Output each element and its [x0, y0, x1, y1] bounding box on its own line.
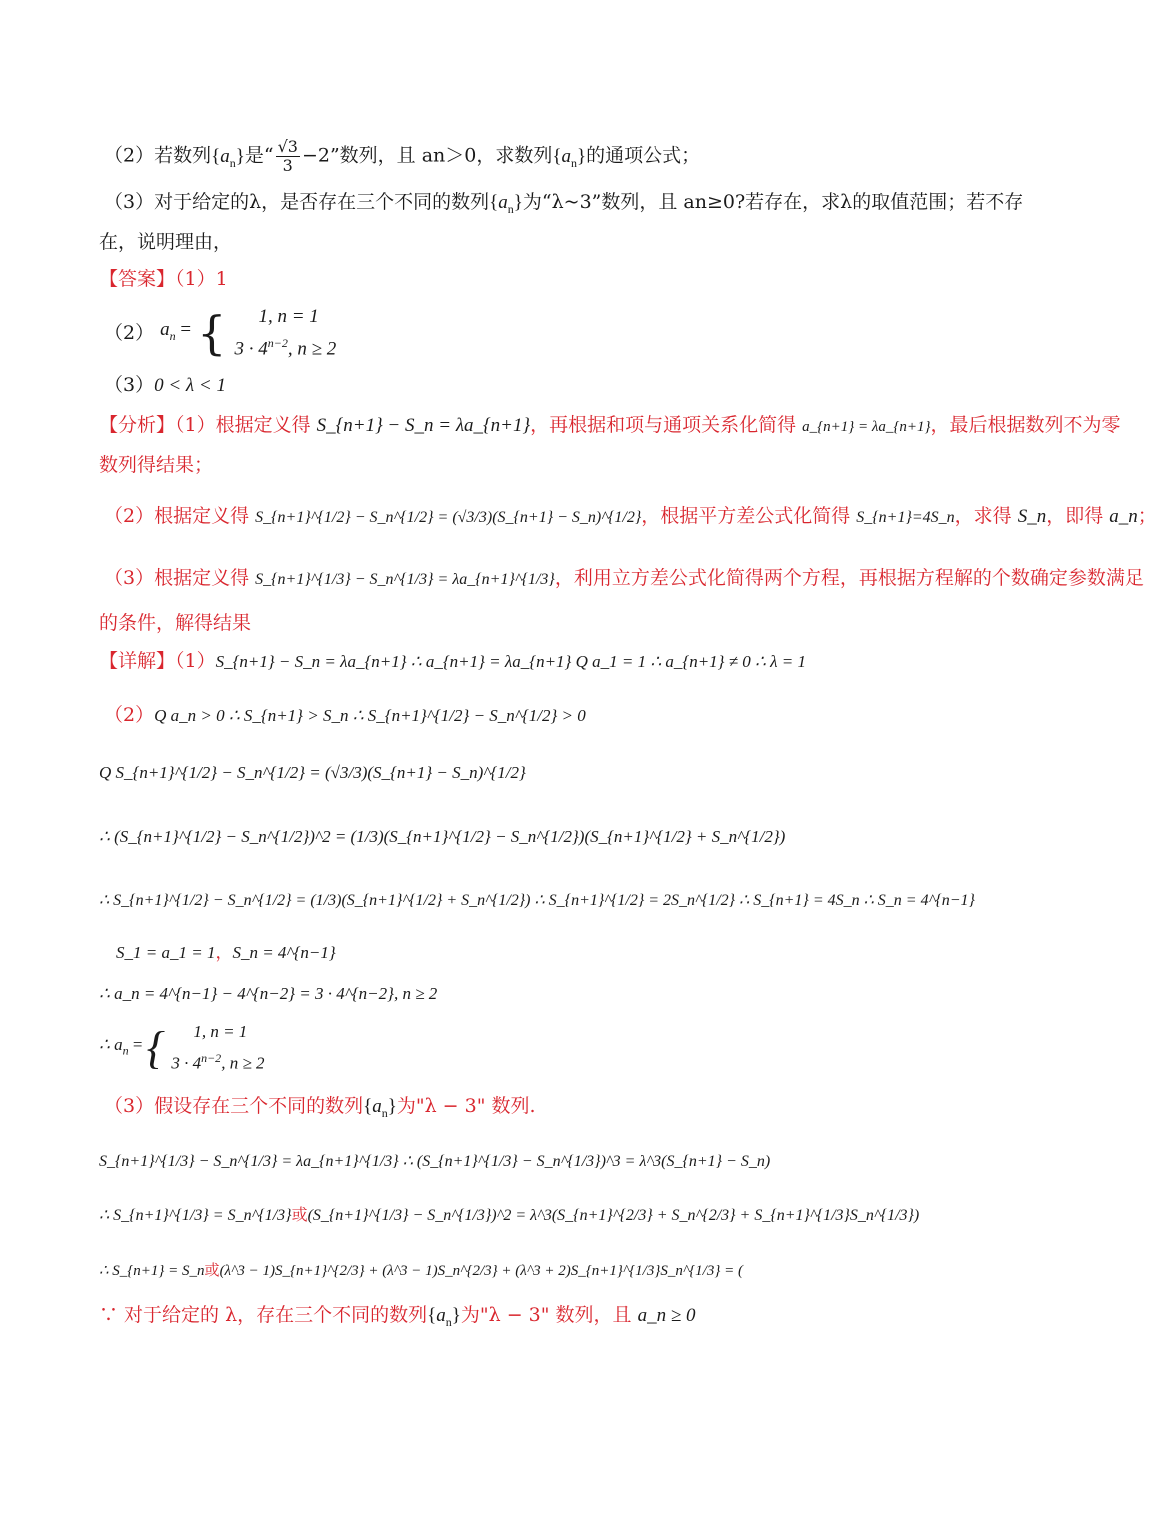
question-2: （2）若数列$\{a_n\}$是“ $\frac{√3}{3}$ −2”数列，且 an＞0，求数列$\{a_n\}$的通项公式；	[104, 137, 701, 175]
seq-an: $\{a_n\}$	[211, 145, 245, 170]
detail-3: Q S_{n+1}^{1/2} − S_n^{1/2} = (√3/3)(S_{n+1} − S_n)^{1/2}	[99, 763, 526, 782]
detail-7: ∴ a_n = 4^{n−1} − 4^{n−2} = 3 · 4^{n−2}, n ≥ 2	[99, 984, 438, 1003]
detail-4: ∴ (S_{n+1}^{1/2} − S_n^{1/2})^2 = (1/3)(S_{n+1}^{1/2} − S_n^{1/2})(S_{n+1}^{1/2} + S_n^{1/2})	[99, 827, 786, 846]
piecewise-cases-2: 1, n = 1 $3 \cdot 4^{n-2}$, n ≥ 2	[171, 1022, 265, 1073]
sqrt3-over-3: $\frac{√3}{3}$	[277, 137, 298, 175]
analysis-line-3: （2）根据定义得 S_{n+1}^{1/2} − S_n^{1/2} = (√3/3)(S_{n+1} − S_n)^{1/2}，根据平方差公式化简得 S_{n+1}=4S_n，求得 S_n，即得 a_n；	[104, 505, 1157, 527]
question-3-line-1: （3）对于给定的λ，是否存在三个不同的数列$\{a_n\}$为“λ~3”数列，且 an≥0?若存在，求λ的取值范围；若不存	[104, 191, 1024, 216]
brace-icon: {	[146, 1021, 166, 1073]
detail-11: ∴ S_{n+1}^{1/3} = S_n^{1/3}或(S_{n+1}^{1/3} − S_n^{1/3})^2 = λ^3(S_{n+1}^{2/3} + S_n^{2/3} + S_{n+1}^{1/3}S_n^{1/3})	[99, 1207, 920, 1224]
detail-2: （2）Q a_n > 0 ∴ S_{n+1} > S_n ∴ S_{n+1}^{1/2} − S_n^{1/2} > 0	[104, 704, 586, 726]
detail-12: ∴ S_{n+1} = S_n或(λ^3 − 1)S_{n+1}^{2/3} + (λ^3 − 1)S_n^{2/3} + (λ^3 + 2)S_{n+1}^{1/3}S_n^{1/3} = (	[99, 1263, 743, 1279]
detail-8: ∴ $a_n$ = { 1, n = 1 $3 \cdot 4^{n-2}$, n ≥ 2	[99, 1019, 265, 1075]
detail-6: S_1 = a_1 = 1，S_n = 4^{n−1}	[116, 943, 336, 962]
detail-10: S_{n+1}^{1/3} − S_n^{1/3} = λa_{n+1}^{1/3} ∴ (S_{n+1}^{1/3} − S_n^{1/3})^3 = λ^3(S_{n+1} − S_n)	[99, 1153, 771, 1170]
analysis-line-5: 的条件，解得结果	[99, 612, 252, 634]
question-3-line-2: 在，说明理由，	[99, 231, 233, 253]
detail-1: 【详解】（1）S_{n+1} − S_n = λa_{n+1} ∴ a_{n+1} = λa_{n+1} Q a_1 = 1 ∴ a_{n+1} ≠ 0 ∴ λ = 1	[99, 650, 806, 672]
detail-9-header: （3）假设存在三个不同的数列$\{a_n\}$为"λ − 3" 数列.	[104, 1095, 536, 1120]
answer-2: （2） $a_n$ = { 1, n = 1 $3 \cdot 4^{n-2}$, n ≥ 2	[104, 304, 336, 360]
answer-3: （3）0 < λ < 1	[104, 374, 226, 396]
analysis-line-4: （3）根据定义得 S_{n+1}^{1/3} − S_n^{1/3} = λa_{n+1}^{1/3}，利用立方差公式化简得两个方程，再根据方程解的个数确定参数满足	[104, 567, 1144, 589]
detail-13: ∵ 对于给定的 λ，存在三个不同的数列$\{a_n\}$为"λ − 3" 数列，且 a_n ≥ 0	[99, 1304, 696, 1329]
answer-header: 【答案】（1）1	[99, 268, 228, 290]
analysis-line-2: 数列得结果；	[99, 454, 214, 476]
piecewise-cases: 1, n = 1 $3 \cdot 4^{n-2}$, n ≥ 2	[234, 306, 337, 360]
detail-5: ∴ S_{n+1}^{1/2} − S_n^{1/2} = (1/3)(S_{n+1}^{1/2} + S_n^{1/2}) ∴ S_{n+1}^{1/2} = 2S_n^{1/2} ∴ S_{n+1} = 4S_n ∴ S_n = 4^{n−1}	[99, 892, 975, 909]
analysis-line-1: 【分析】（1）根据定义得 S_{n+1} − S_n = λa_{n+1}，再根据和项与通项关系化简得 a_{n+1} = λa_{n+1}，最后根据数列不为零	[99, 414, 1121, 436]
brace-icon: {	[197, 306, 227, 361]
